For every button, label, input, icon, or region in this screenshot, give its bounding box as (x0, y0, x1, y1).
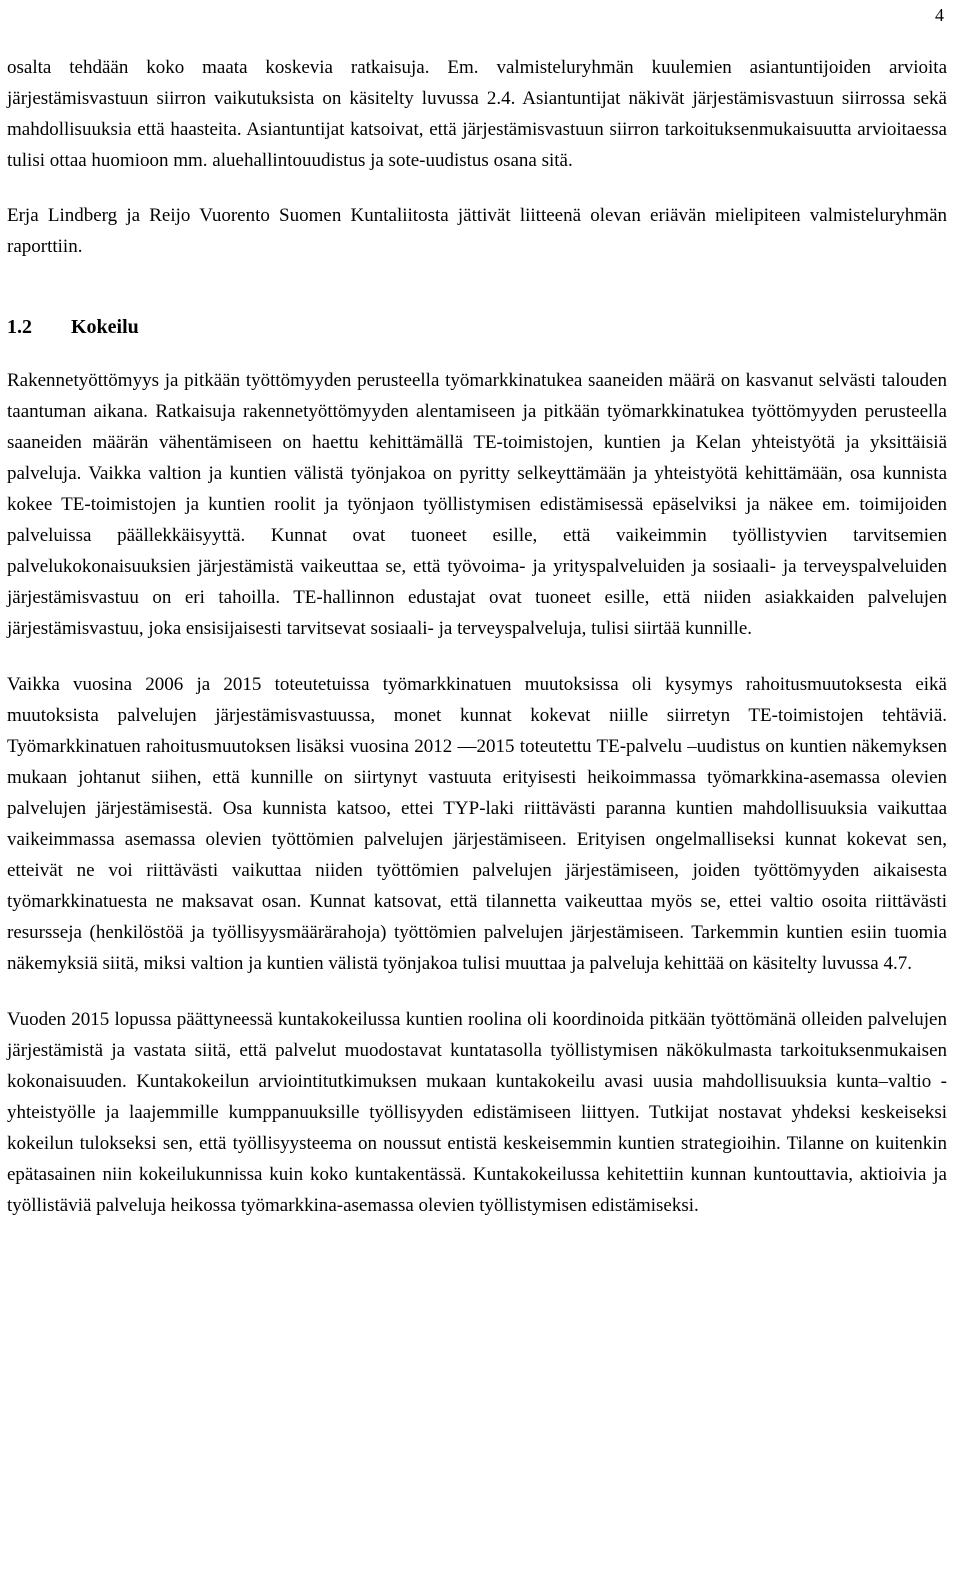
section-number: 1.2 (7, 316, 32, 338)
paragraph-municipal-experiment: Vuoden 2015 lopussa päättyneessä kuntakokeilussa kuntien roolina oli koordinoida pitkään työttömänä olleiden palvelujen järjestämistä ja vastata siitä, että palvelut muodostavat kuntatasolla työllistymisen näkökulmasta tarkoituksenmukaisen kokonaisuuden. Kuntakokeilun arviointitutkimuksen mukaan kuntakokeilu avasi uusia mahdollisuuksia kunta–valtio -yhteistyölle ja laajemmille kumppanuuksille työllisyyden edistämiseen liittyen. Tutkijat nostavat yhdeksi keskeiseksi kokeilun tulokseksi sen, että työllisyysteema on noussut entistä keskeisemmin kuntien strategioihin. Tilanne on kuitenkin epätasainen niin kokeilukunnissa kuin koko kuntakentässä. Kuntakokeilussa kehitettiin kunnan kuntouttavia, aktioivia ja työllistäviä palveluja heikossa työmarkkina-asemassa olevien työllistymisen edistämiseksi. (7, 1009, 947, 1216)
paragraph-labour-market-subsidy: Vaikka vuosina 2006 ja 2015 toteutetuissa työmarkkinatuen muutoksissa oli kysymys rahoitusmuutoksesta eikä muutoksista palvelujen järjestämisvastuussa, monet kunnat kokevat niille siirretyn TE-toimistojen tehtäviä. Työmarkkinatuen rahoitusmuutoksen lisäksi vuosina 2012 —2015 toteutettu TE-palvelu –uudistus on kuntien näkemyksen mukaan johtanut siihen, että kunnille on siirtynyt vastuuta erityisesti heikoimmassa työmarkkina-asemassa olevien palvelujen järjestämisestä. Osa kunnista katsoo, ettei TYP-laki riittävästi paranna kuntien mahdollisuuksia vaikuttaa vaikeimmassa asemassa olevien työttömien palvelujen järjestämiseen. Erityisen ongelmalliseksi kunnat kokevat sen, etteivät ne voi riittävästi vaikuttaa niiden työttömien palvelujen järjestämiseen, joiden työttömyyden aikaisesta työmarkkinatuesta ne maksavat osan. Kunnat katsovat, että tilannetta vaikeuttaa myös se, ettei valtio osoita riittävästi resursseja (henkilöstöä ja työllisyysmäärärahoja) työttömien palvelujen järjestämiseen. Tarkemmin kuntien esiin tuomia näkemyksiä siitä, miksi valtion ja kuntien välistä työnjakoa tulisi muuttaa ja palveluja kehittää on käsitelty luvussa 4.7. (7, 674, 947, 974)
paragraph-dissent: Erja Lindberg ja Reijo Vuorento Suomen Kuntaliitosta jättivät liitteenä olevan eriävän mielipiteen valmisteluryhmän raporttiin. (7, 205, 947, 257)
paragraph-intro: osalta tehdään koko maata koskevia ratkaisuja. Em. valmisteluryhmän kuulemien asiantuntijoiden arvioita järjestämisvastuun siirron vaikutuksista on käsitelty luvussa 2.4. Asiantuntijat näkivät järjestämisvastuun siirrossa sekä mahdollisuuksia että haasteita. Asiantuntijat katsoivat, että järjestämisvastuun siirron tarkoituksenmukaisuutta arvioitaessa tulisi ottaa huomioon mm. aluehallintouudistus ja sote-uudistus osana sitä. (7, 57, 947, 171)
paragraph-structural-unemployment: Rakennetyöttömyys ja pitkään työttömyyden perusteella työmarkkinatukea saaneiden määrä on kasvanut selvästi talouden taantuman aikana. Ratkaisuja rakennetyöttömyyden alentamiseen ja pitkään työmarkkinatukea työttömyyden perusteella saaneiden määrän vähentämiseen on haettu kehittämällä TE-toimistojen, kuntien ja Kelan yhteistyötä ja yksittäisiä palveluja. Vaikka valtion ja kuntien välistä työnjakoa on pyritty selkeyttämään ja yhteistyötä kehittämään, osa kunnista kokee TE-toimistojen ja kuntien roolit ja työnjaon työllistymisen edistämisessä epäselviksi ja näkee em. toimijoiden palveluissa päällekkäisyyttä. Kunnat ovat tuoneet esille, että vaikeimmin työllistyvien tarvitsemien palvelukokonaisuuksien järjestämistä vaikeuttaa se, että työvoima- ja yrityspalveluiden ja sosiaali- ja terveyspalveluiden järjestämisvastuu on eri tahoilla. TE-hallinnon edustajat ovat tuoneet esille, että niiden asiakkaiden palvelujen järjestämisvastuu, joka ensisijaisesti tarvitsevat sosiaali- ja terveyspalveluja, tulisi siirtää kunnille. (7, 370, 947, 639)
section-title: Kokeilu (71, 316, 139, 338)
page-number: 4 (935, 5, 944, 25)
section-heading (7, 312, 947, 343)
document-body (7, 52, 947, 1221)
